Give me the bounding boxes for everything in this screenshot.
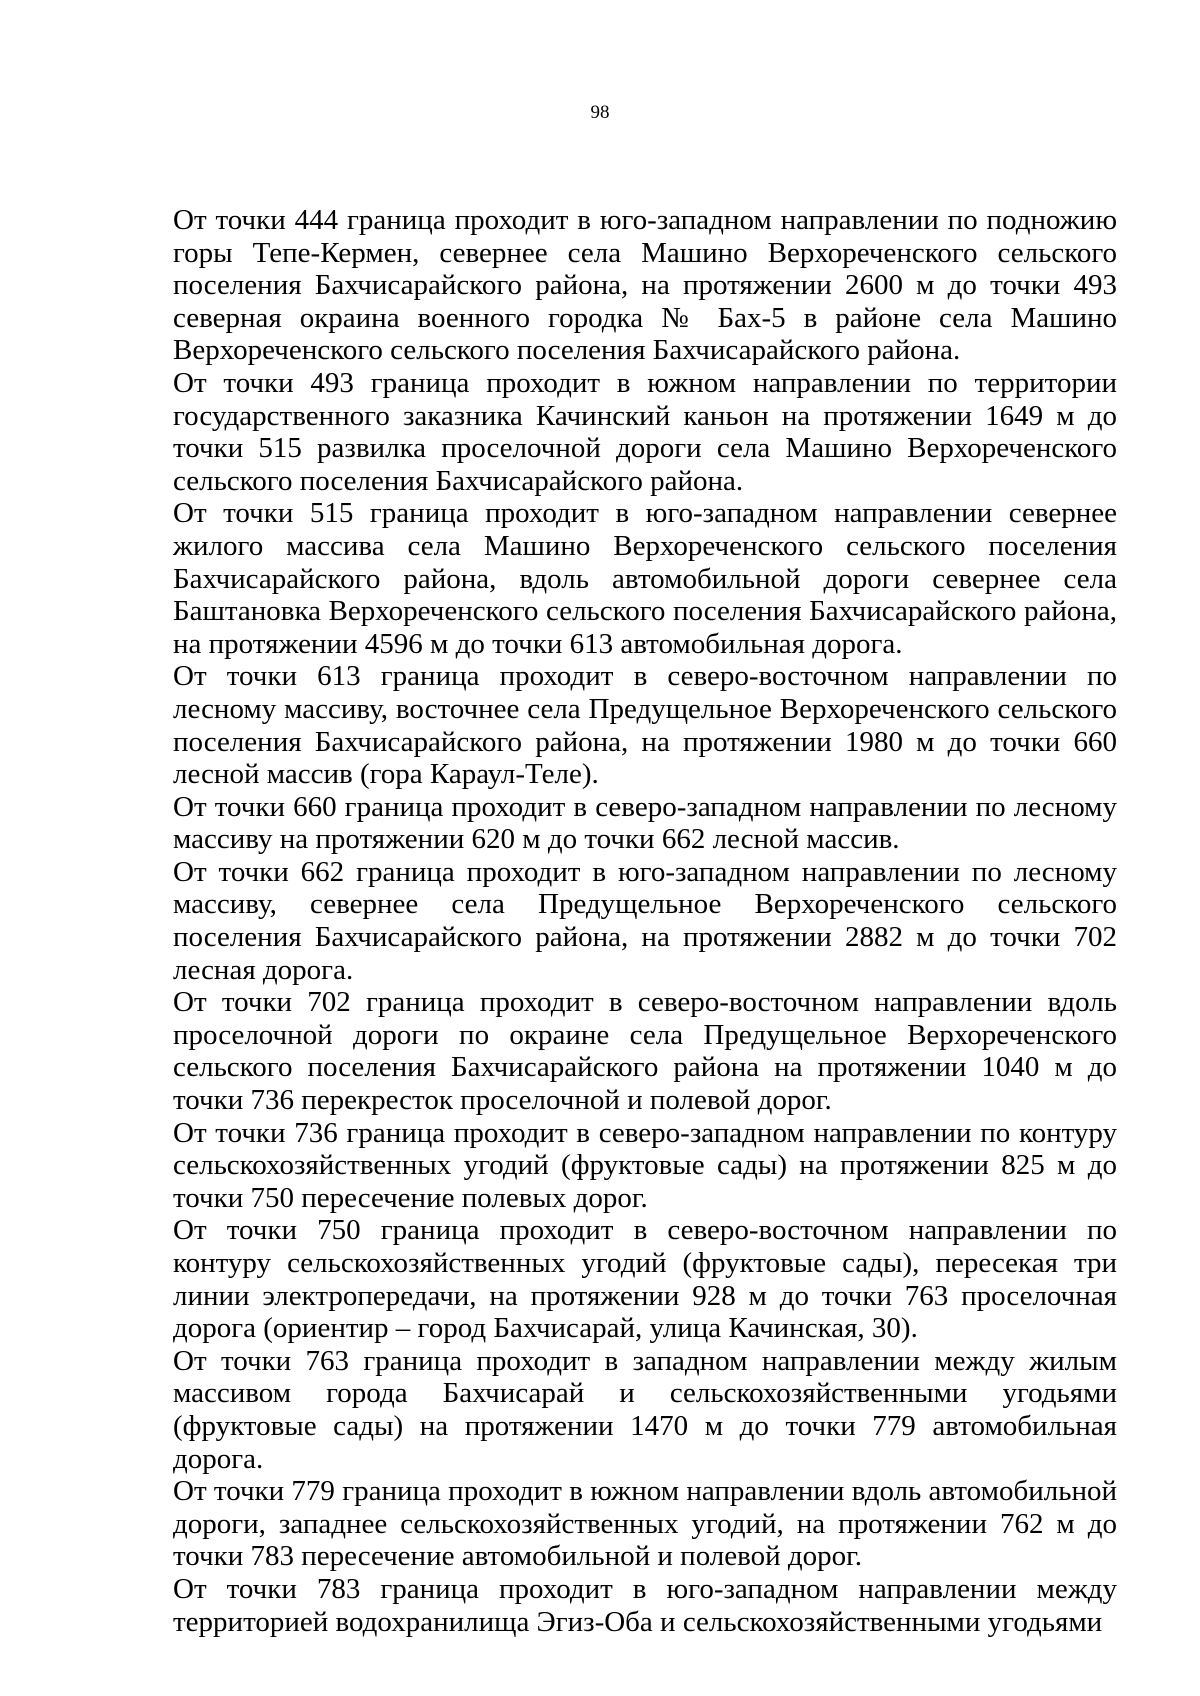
document-body xyxy=(173,204,1117,1638)
paragraph: От точки 613 граница проходит в северо-восточном направлении по лесному массиву, восточнее села Предущельное Верхореченского сельского поселения Бахчисарайского района, на протяжении 1980 м до точки 660 лесной массив (гора Караул-Теле). xyxy=(173,660,1117,791)
paragraph: От точки 660 граница проходит в северо-западном направлении по лесному массиву на протяжении 620 м до точки 662 лесной массив. xyxy=(173,790,1117,856)
paragraph: От точки 783 граница проходит в юго-западном направлении между территорией водохранилища Эгиз-Оба и сельскохозяйственными угодьями xyxy=(173,1572,1117,1638)
paragraph: От точки 493 граница проходит в южном направлении по территории государственного заказника Качинский каньон на протяжении 1649 м до точки 515 развилка проселочной дороги села Машино Верхореченского сельского поселения Бахчисарайского района. xyxy=(173,366,1117,497)
paragraph: От точки 662 граница проходит в юго-западном направлении по лесному массиву, севернее села Предущельное Верхореченского сельского поселения Бахчисарайского района, на протяжении 2882 м до точки 702 лесная дорога. xyxy=(173,855,1117,986)
paragraph: От точки 763 граница проходит в западном направлении между жилым массивом города Бахчисарай и сельскохозяйственными угодьями (фруктовые сады) на протяжении 1470 м до точки 779 автомобильная дорога. xyxy=(173,1344,1117,1475)
paragraph: От точки 779 граница проходит в южном направлении вдоль автомобильной дороги, западнее сельскохозяйственных угодий, на протяжении 762 м до точки 783 пересечение автомобильной и полевой дорог. xyxy=(173,1475,1117,1573)
page-number: 98 xyxy=(590,102,610,123)
paragraph: От точки 444 граница проходит в юго-западном направлении по подножию горы Тепе-Кермен, севернее села Машино Верхореченского сельского поселения Бахчисарайского района, на протяжении 2600 м до точки 493 северная окраина военного городка № Бах-5 в районе села Машино Верхореченского сельского поселения Бахчисарайского района. xyxy=(173,204,1117,367)
paragraph: От точки 702 граница проходит в северо-восточном направлении вдоль проселочной дороги по окраине села Предущельное Верхореченского сельского поселения Бахчисарайского района на протяжении 1040 м до точки 736 перекресток проселочной и полевой дорог. xyxy=(173,986,1117,1117)
paragraph: От точки 515 граница проходит в юго-западном направлении севернее жилого массива села Машино Верхореченского сельского поселения Бахчисарайского района, вдоль автомобильной дороги севернее села Баштановка Верхореченского сельского поселения Бахчисарайского района, на протяжении 4596 м до точки 613 автомобильная дорога. xyxy=(173,497,1117,660)
paragraph: От точки 736 граница проходит в северо-западном направлении по контуру сельскохозяйственных угодий (фруктовые сады) на протяжении 825 м до точки 750 пересечение полевых дорог. xyxy=(173,1116,1117,1214)
paragraph: От точки 750 граница проходит в северо-восточном направлении по контуру сельскохозяйственных угодий (фруктовые сады), пересекая три линии электропередачи, на протяжении 928 м до точки 763 проселочная дорога (ориентир – город Бахчисарай, улица Качинская, 30). xyxy=(173,1214,1117,1345)
